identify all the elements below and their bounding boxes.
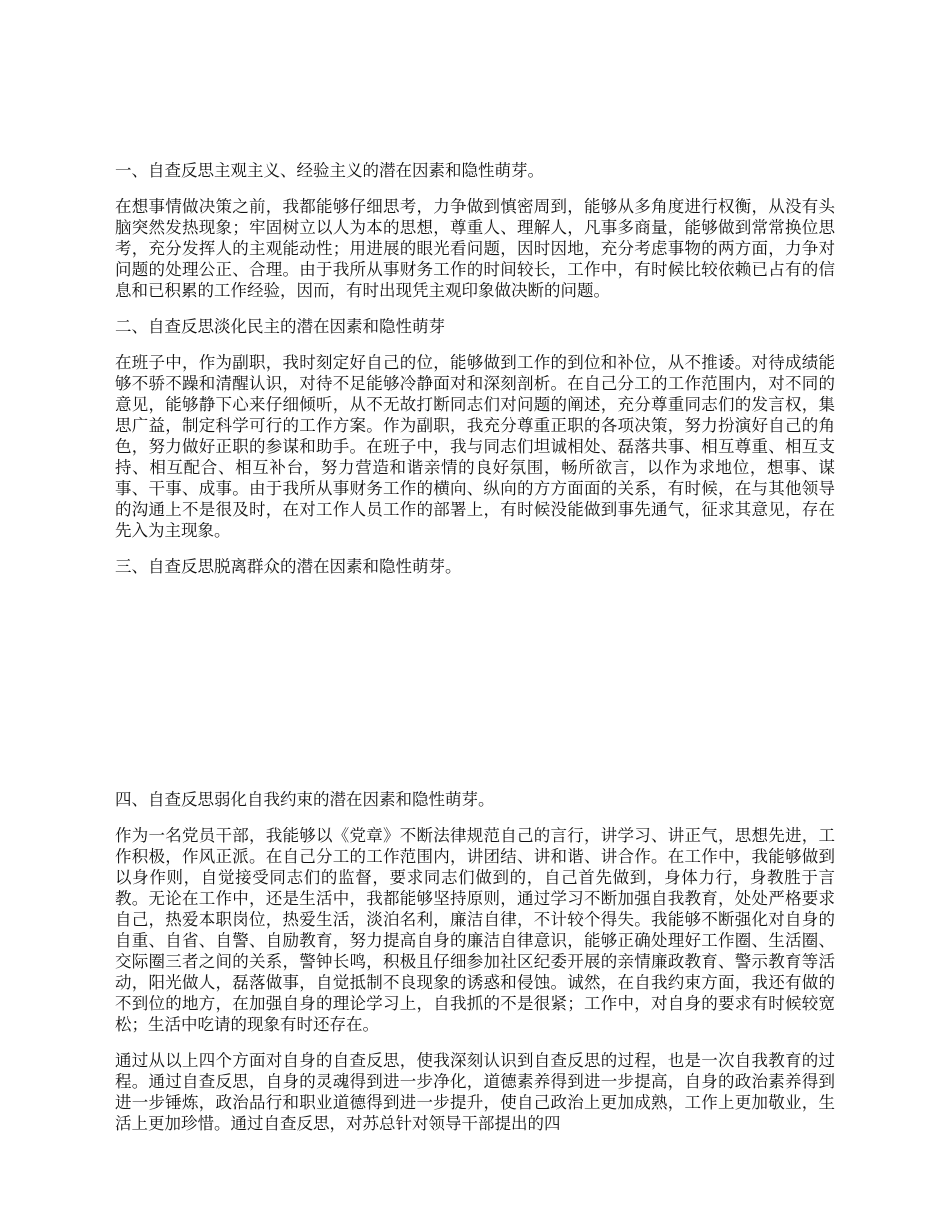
section-body-1: 在想事情做决策之前，我都能够仔细思考，力争做到慎密周到，能够从多角度进行权衡，从没有头脑突然发热现象；牢固树立以人为本的思想，尊重人、理解人，凡事多商量，能够做到常常换位思考，充分发挥人的主观能动性；用进展的眼光看问题，因时因地，充分考虑事物的两方面，力争对问题的处理公正、合理。由于我所从事财务工作的时间较长，工作中，有时候比较依赖已占有的信息和已积累的工作经验，因而，有时出现凭主观印象做决断的问题。: [115, 197, 835, 300]
section-heading-3: 三、自查反思脱离群众的潜在因素和隐性萌芽。: [115, 557, 462, 576]
section-heading-4: 四、自查反思弱化自我约束的潜在因素和隐性萌芽。: [115, 790, 495, 809]
closing-paragraph: 通过从以上四个方面对自身的自查反思，使我深刻认识到自查反思的过程，也是一次自我教育的过程。通过自查反思，自身的灵魂得到进一步净化，道德素养得到进一步提高，自身的政治素养得到进一步锤炼，政治品行和职业道德得到进一步提升，使自己政治上更加成熟，工作上更加敬业，生活上更加珍惜。通过自查反思，对苏总针对领导干部提出的四: [115, 1051, 835, 1133]
section-body-2: 在班子中，作为副职，我时刻定好自己的位，能够做到工作的到位和补位，从不推诿。对待成绩能够不骄不躁和清醒认识，对待不足能够冷静面对和深刻剖析。在自己分工的工作范围内，对不同的意见，能够静下心来仔细倾听，从不无故打断同志们对问题的阐述，充分尊重同志们的发言权，集思广益，制定科学可行的工作方案。作为副职，我充分尊重正职的各项决策，努力扮演好自己的角色，努力做好正职的参谋和助手。在班子中，我与同志们坦诚相处、磊落共事、相互尊重、相互支持、相互配合、相互补台，努力营造和谐亲情的良好氛围，畅所欲言，以作为求地位，想事、谋事、干事、成事。由于我所从事财务工作的横向、纵向的方方面面的关系，有时候，在与其他领导的沟通上不是很及时，在对工作人员工作的部署上，有时候没能做到事先通气，征求其意见，存在先入为主现象。: [115, 353, 835, 540]
section-body-4: 作为一名党员干部，我能够以《党章》不断法律规范自己的言行，讲学习、讲正气，思想先进，工作积极，作风正派。在自己分工的工作范围内，讲团结、讲和谐、讲合作。在工作中，我能够做到以身作则，自觉接受同志们的监督，要求同志们做到的，自己首先做到，身体力行，身教胜于言教。无论在工作中，还是生活中，我都能够坚持原则，通过学习不断加强自我教育，处处严格要求自己，热爱本职岗位，热爱生活，淡泊名利，廉洁自律，不计较个得失。我能够不断强化对自身的自重、自省、自警、自励教育，努力提高自身的廉洁自律意识，能够正确处理好工作圈、生活圈、交际圈三者之间的关系，警钟长鸣，积极且仔细参加社区纪委开展的亲情廉政教育、警示教育等活动，阳光做人，磊落做事，自觉抵制不良现象的诱惑和侵蚀。诚然，在自我约束方面，我还有做的不到位的地方，在加强自身的理论学习上，自我抓的不是很紧；工作中，对自身的要求有时候较宽松；生活中吃请的现象有时还存在。: [115, 826, 835, 1034]
document-page: [115, 160, 835, 1149]
blank-space: [115, 592, 835, 789]
section-heading-2: 二、自查反思淡化民主的潜在因素和隐性萌芽: [115, 317, 445, 336]
section-heading-1: 一、自查反思主观主义、经验主义的潜在因素和隐性萌芽。: [115, 161, 544, 180]
